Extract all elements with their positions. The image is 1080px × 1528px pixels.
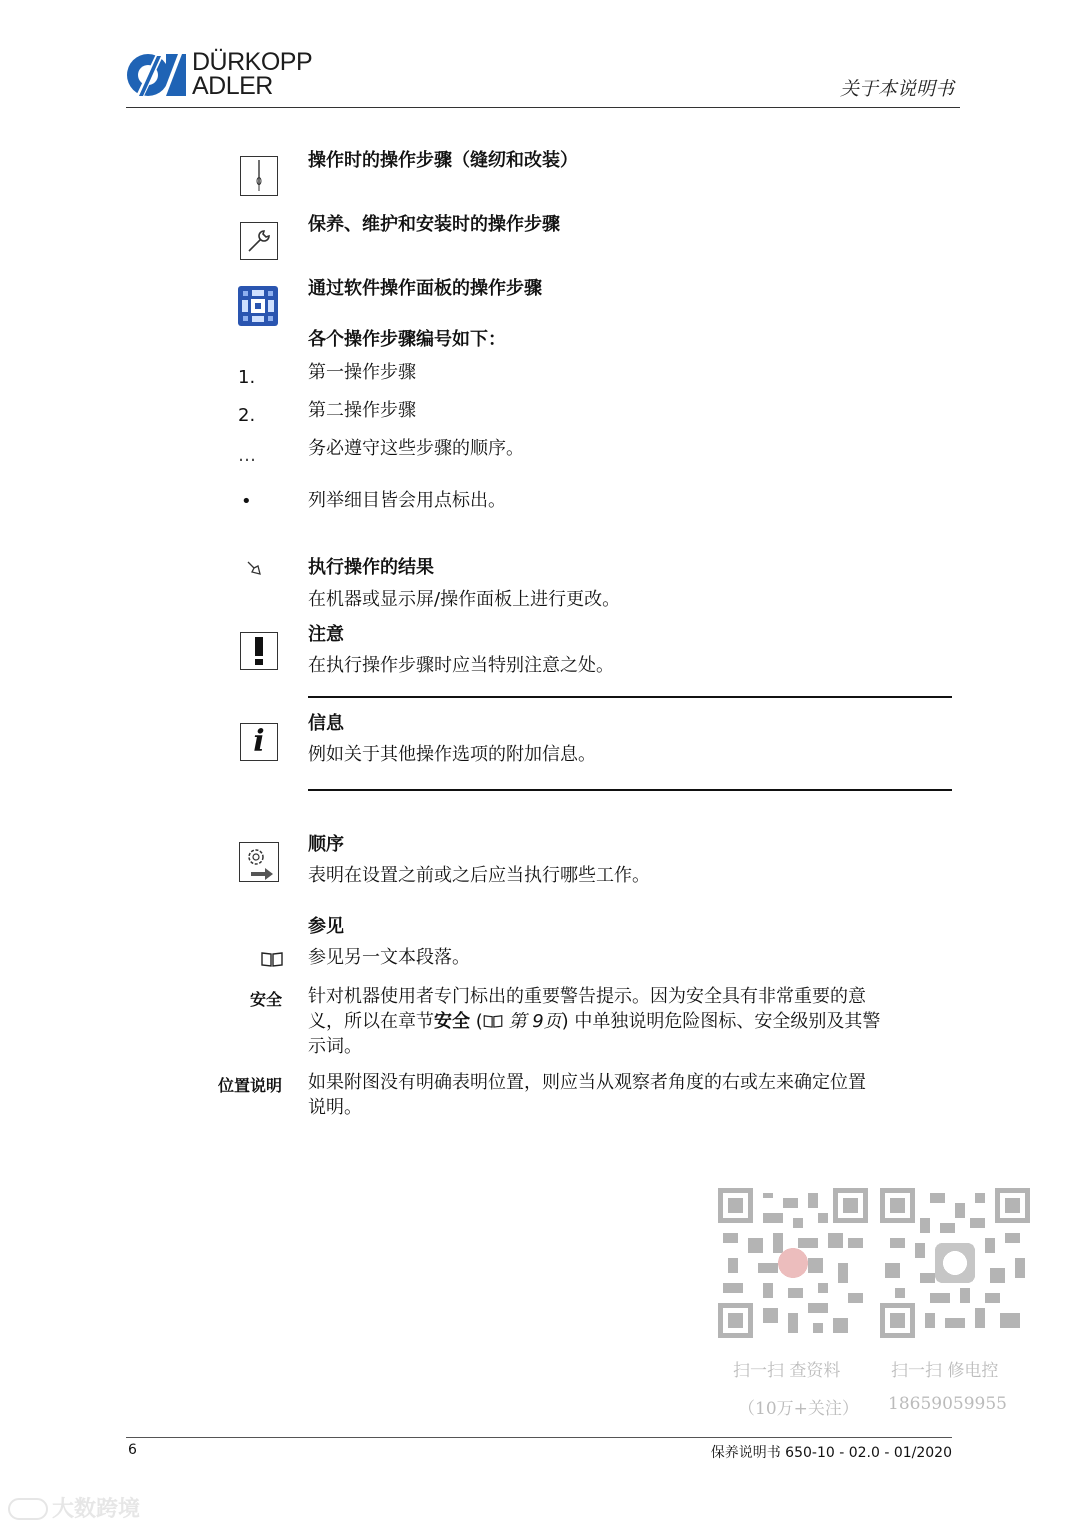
brand-logo-mark [126,50,188,100]
step-text-1: 第一操作步骤 [308,362,416,383]
steps-heading: 各个操作步骤编号如下： [308,329,506,350]
position-label: 位置说明 [217,1076,282,1095]
control-panel-icon [238,286,278,326]
brand-logo-text [192,50,312,98]
step-marker-ellipsis: … [238,445,256,466]
info-separator [308,789,952,791]
safety-chapter-ref[interactable]: 安全 [434,1011,470,1032]
attention-text: 在执行操作步骤时应当特别注意之处。 [308,655,614,676]
needle-icon [240,156,278,196]
position-line-2: 说明。 [308,1097,362,1118]
symbol-text-software-panel: 通过软件操作面板的操作步骤 [308,278,542,299]
page-ref-link[interactable]: 第 9页 [502,1011,562,1032]
result-arrow-icon [246,560,264,578]
exclamation-icon [240,632,278,670]
safety-paragraph [308,984,948,1059]
footer-rule [126,1437,952,1438]
qr-right-caption-1: 扫一扫 修电控 [891,1361,999,1381]
qr-code-right [880,1188,1030,1338]
position-line-1: 如果附图没有明确表明位置，则应当从观察者角度的右或左来确定位置 [308,1072,866,1093]
info-icon: i [240,723,278,761]
step-marker-2: 2. [238,405,256,426]
symbol-text-sewing: 操作时的操作步骤（缝纫和改装） [308,150,578,171]
watermark [8,1492,140,1523]
qr-left-caption-2: （10万+关注） [738,1399,859,1419]
qr-code-left [718,1188,868,1338]
bullet-marker: • [241,491,252,512]
bullet-text: 列举细目皆会用点标出。 [308,490,506,511]
section-title: 关于本说明书 [839,78,954,100]
attention-separator [308,696,952,698]
safety-line-2 [308,1009,948,1034]
watermark-text: 大数跨境 [52,1497,141,1522]
info-text: 例如关于其他操作选项的附加信息。 [308,744,596,765]
result-text: 在机器或显示屏/操作面板上进行更改。 [308,589,621,610]
reference-text: 参见另一文本段落。 [308,947,470,968]
brand-line-1: DÜRKOPP [192,48,313,76]
safety-label: 安全 [249,990,282,1009]
safety-line-2c: ) 中单独说明危险图标、安全级别及其警 [561,1011,881,1032]
wrench-icon [240,222,278,260]
order-text: 表明在设置之前或之后应当执行哪些工作。 [308,865,650,886]
position-paragraph [308,1070,948,1120]
safety-line-3: 示词。 [308,1036,362,1057]
gear-arrow-icon [239,842,279,882]
safety-line-2b: ( [470,1011,483,1032]
safety-line-1: 针对机器使用者专门标出的重要警告提示。因为安全具有非常重要的意 [308,986,866,1007]
document-reference: 保养说明书 650-10 - 02.0 - 01/2020 [710,1445,952,1461]
symbol-text-maintenance: 保养、维护和安装时的操作步骤 [308,214,560,235]
header-rule [126,107,960,108]
info-title: 信息 [308,713,344,734]
qr-left-caption-1: 扫一扫 查资料 [733,1361,841,1381]
qr-right-caption-2: 18659059955 [888,1394,1007,1414]
watermark-logo-icon [8,1498,48,1520]
safety-line-2a: 义，所以在章节 [308,1011,434,1032]
page-number: 6 [128,1442,137,1458]
step-text-order: 务必遵守这些步骤的顺序。 [308,438,524,459]
book-icon [483,1014,503,1028]
step-text-2: 第二操作步骤 [308,400,416,421]
brand-line-2: ADLER [192,72,273,100]
order-title: 顺序 [308,834,344,855]
attention-title: 注意 [308,624,344,645]
reference-title: 参见 [308,916,344,937]
result-title: 执行操作的结果 [308,557,434,578]
book-icon [261,951,283,967]
step-marker-1: 1. [238,367,256,388]
